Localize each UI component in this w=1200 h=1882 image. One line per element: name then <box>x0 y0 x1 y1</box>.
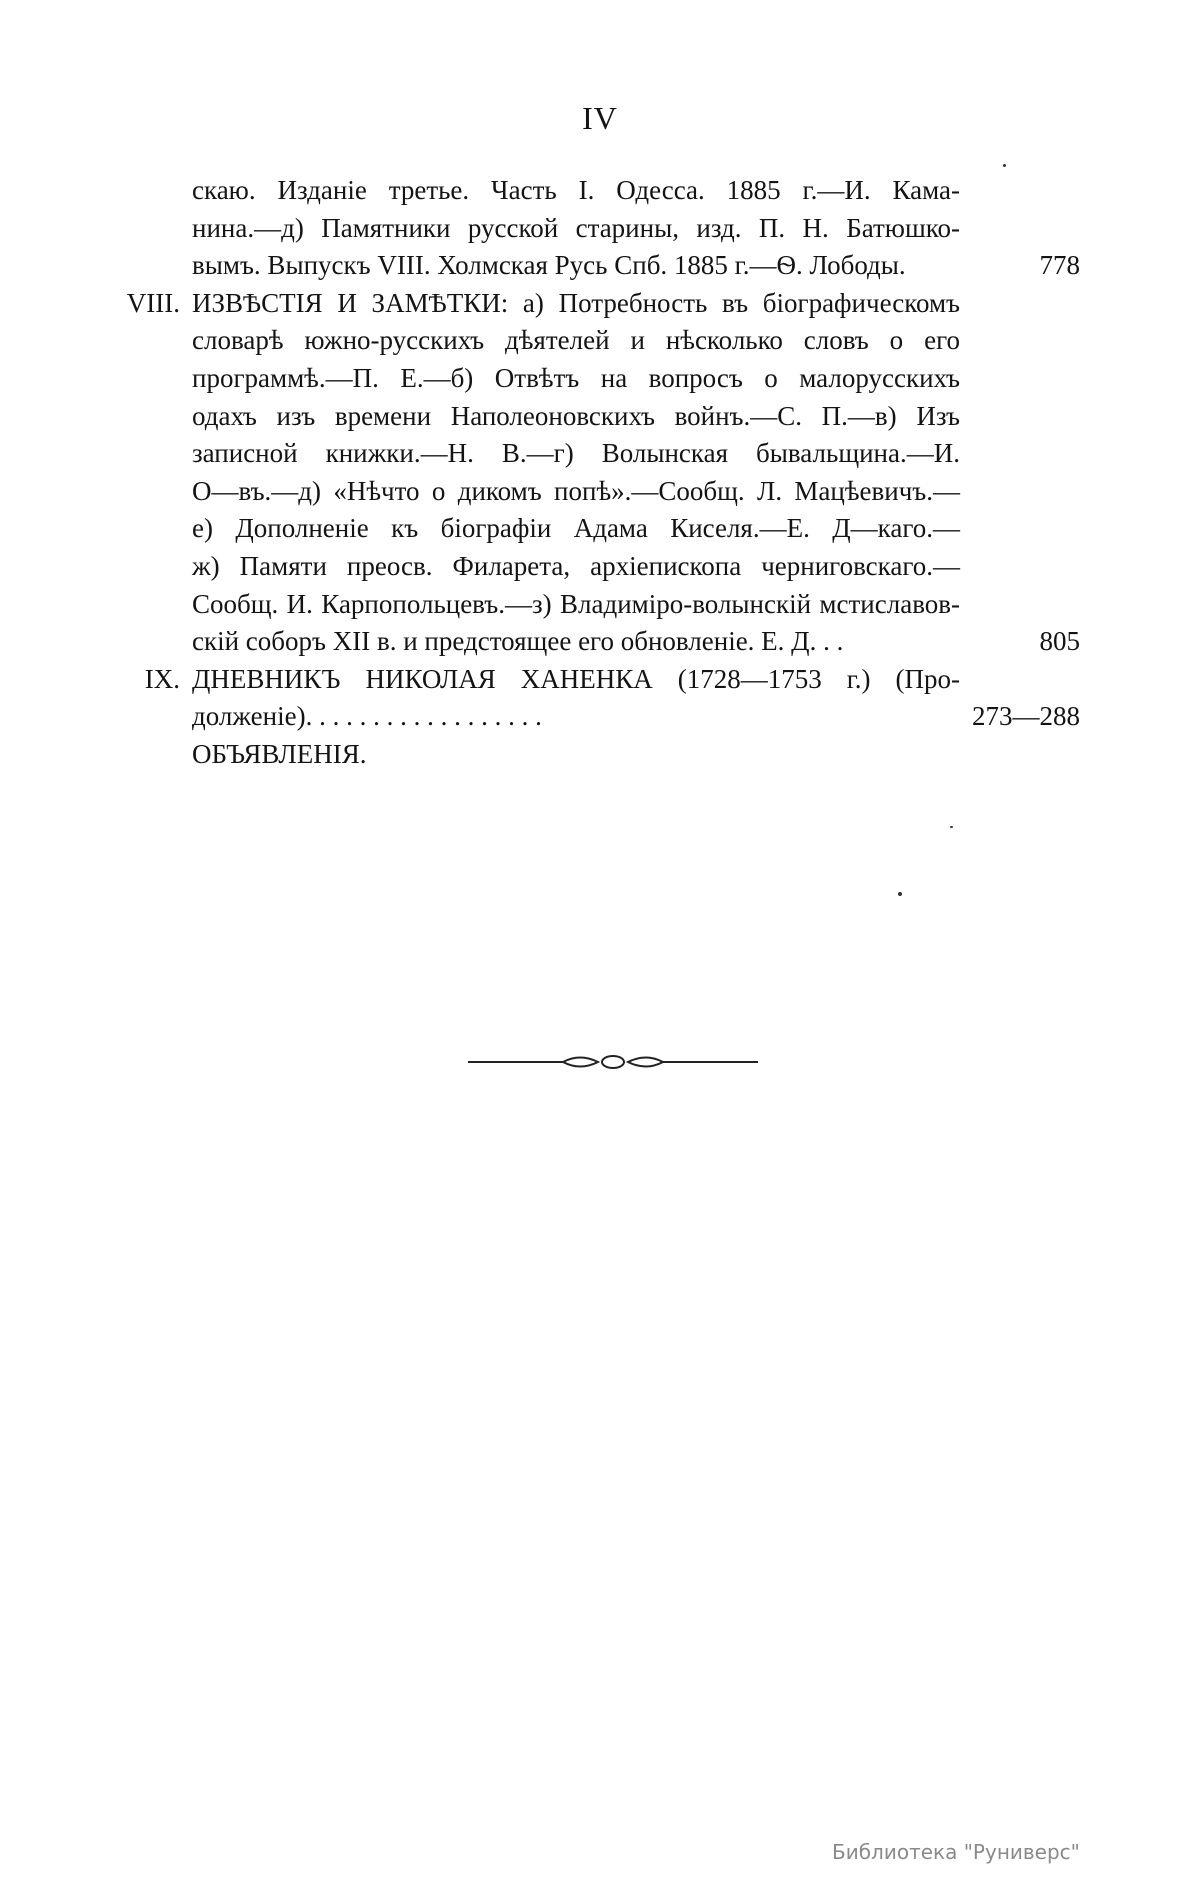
toc-entry-text <box>192 285 960 661</box>
toc-entry-line: скій соборъ XII в. и предстоящее его обновленіе. Е. Д. . . <box>192 626 844 657</box>
toc-entry-page <box>960 661 1080 736</box>
toc-entry-line: ДНЕВНИКЪ НИКОЛАЯ ХАНЕНКА (1728—1753 г.) (Про- <box>192 663 960 694</box>
toc-entry-viii <box>120 285 1080 661</box>
toc-entry-line: вымъ. Выпускъ VIII. Холмская Русь Спб. 1885 г.—Ѳ. Лободы. <box>192 250 906 281</box>
toc-entry-line: скаю. Изданіе третье. Часть I. Одесса. 1885 г.—И. Кама- <box>192 175 960 205</box>
toc-entry-line: словарѣ южно-русскихъ дѣятелей и нѣсколько словъ о его <box>192 325 960 356</box>
toc-entry-number: IX. <box>144 663 180 694</box>
toc-entry-page-value: 273—288 <box>972 701 1080 732</box>
toc-entry-line: одахъ изъ времени Наполеоновскихъ войнъ.—С. П.—в) Изъ <box>192 400 960 431</box>
toc-announcements <box>120 736 1080 774</box>
toc-entry-text <box>192 172 960 285</box>
speck-mark-2 <box>950 826 953 828</box>
toc-entry-line: программѣ.—П. Е.—б) Отвѣтъ на вопросъ о малорусскихъ <box>192 362 960 393</box>
speck-mark-3 <box>898 892 902 896</box>
toc-entry-page-value: 778 <box>1039 250 1080 281</box>
toc-entry-line: записной книжки.—Н. В.—г) Волынская бывальщина.—И. <box>192 438 960 469</box>
toc-entry-page <box>960 285 1080 661</box>
speck-mark-1 <box>1003 164 1006 167</box>
page-number: IV <box>582 100 618 136</box>
toc-entry-line: О—въ.—д) «Нѣчто о дикомъ попѣ».—Сообщ. Л. Мацѣевичъ.— <box>192 475 960 506</box>
toc-entry-line: нина.—д) Памятники русской старины, изд. П. Н. Батюшко- <box>192 212 960 243</box>
toc-entry-line: Сообщ. И. Карпопольцевъ.—з) Владиміро-волынскій мстиславов- <box>192 588 960 619</box>
toc-entry-number <box>120 172 192 285</box>
toc-entry-page <box>960 172 1080 285</box>
toc-entry-line: ИЗВѢСТІЯ И ЗАМѢТКИ: а) Потребность въ біографическомъ <box>192 287 960 318</box>
toc-entry-text <box>192 661 960 736</box>
toc-entry-page-value: 805 <box>1039 626 1080 657</box>
toc-entry-line: ж) Памяти преосв. Филарета, архіепископа черниговскаго.— <box>192 550 960 581</box>
toc-entry-ix <box>120 661 1080 736</box>
toc-entry-continued <box>120 172 1080 285</box>
toc-entry-line: долженіе). . . . . . . . . . . . . . . . . . <box>192 701 542 732</box>
toc-entry-number: VIII. <box>126 287 180 318</box>
ornament-divider-icon <box>468 1052 758 1072</box>
table-of-contents <box>120 172 1080 774</box>
library-watermark: Библиотека "Руниверс" <box>832 1840 1080 1864</box>
toc-entry-line: е) Дополненіе къ біографіи Адама Киселя.—Е. Д—каго.— <box>192 513 960 544</box>
announcements-label: ОБЪЯВЛЕНІЯ. <box>192 738 367 769</box>
